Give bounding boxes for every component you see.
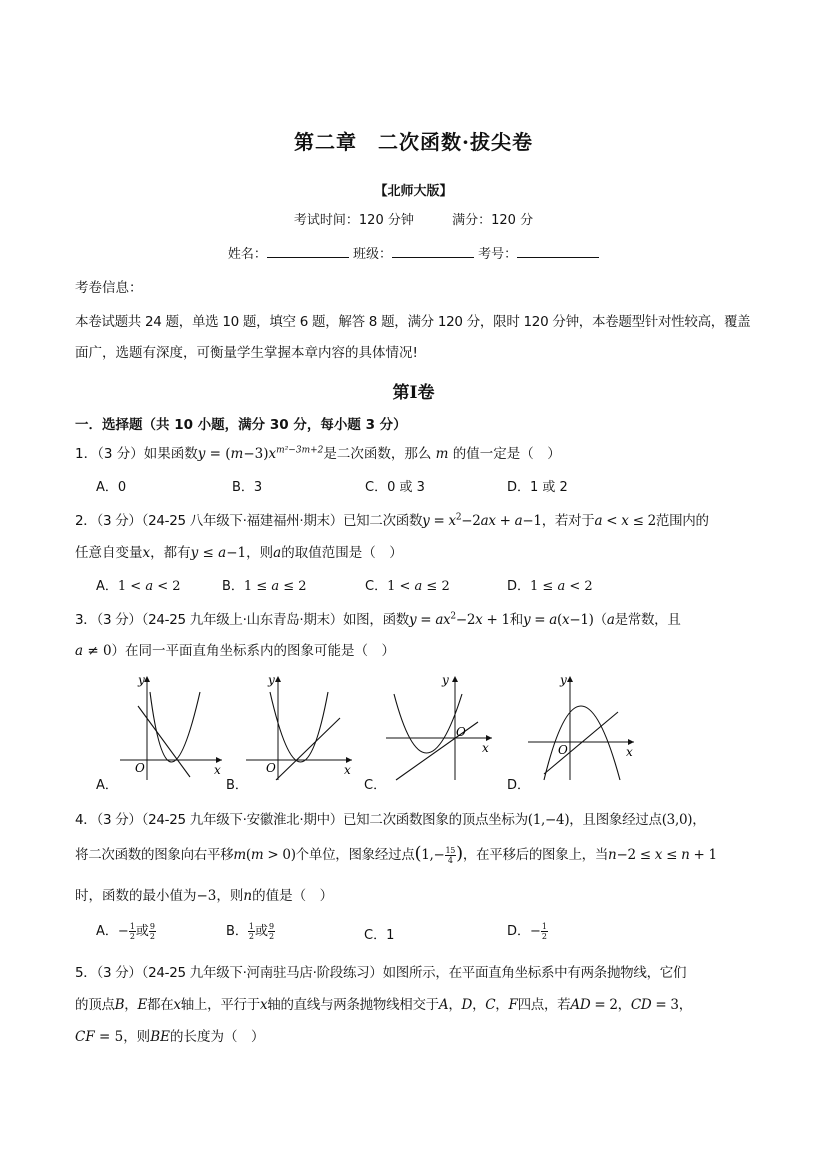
class-field[interactable] — [392, 245, 474, 258]
question-2: 2．（3 分）（24-25 八年级下·福建福州·期末）已知二次函数$y = x^2-2ax + a-1$，若对于a < x ≤ 2范围内的 — [75, 512, 709, 529]
question-3-line-2: a ≠ 0）在同一平面直角坐标系内的图象可能是（ ） — [75, 643, 396, 659]
q3-option-c[interactable]: C． — [364, 778, 387, 793]
q3-option-b[interactable]: B． — [226, 778, 248, 793]
q1-option-c[interactable]: C．0 或 3 — [365, 480, 425, 495]
q3-option-a[interactable]: A． — [96, 778, 118, 793]
graph-c-y-label: y — [442, 673, 449, 687]
graph-a-parabola — [150, 692, 200, 762]
id-field[interactable] — [517, 245, 599, 258]
q2-option-a[interactable]: A．1 < a < 2 — [96, 579, 181, 594]
question-4-line-3: 时，函数的最小值为−3，则n的值是（ ） — [75, 888, 334, 904]
question-5-line-3: CF = 5，则BE的长度为（ ） — [75, 1029, 265, 1045]
graph-d-y-label: y — [560, 673, 567, 687]
question-1: 1．（3 分）如果函数$y = (m-3)x^{m^2-3m+2}$是二次函数，那么 m 的值一定是（ ） — [75, 445, 561, 462]
graph-a-y-arrow — [144, 676, 150, 682]
q4-option-b[interactable]: B． $\frac{1}{2}$ 或 $\frac{9}{2}$ — [226, 922, 275, 941]
q2-option-c[interactable]: C．1 < a ≤ 2 — [365, 579, 450, 594]
question-5: 5．（3 分）（24-25 九年级下·河南驻马店·阶段练习）如图所示，在平面直角坐标系中有两条抛物线，它们 — [75, 965, 687, 981]
info-line-2: 面广，选题有深度，可衡量学生掌握本章内容的具体情况! — [75, 345, 418, 361]
q4-option-c[interactable]: C．1 — [364, 928, 395, 943]
graph-a-line — [138, 706, 190, 777]
graph-d-y-arrow — [567, 676, 573, 682]
question-5-line-2: 的顶点B，E都在x轴上，平行于x轴的直线与两条抛物线相交于A，D，C，F四点，若AD = 2，CD = 3， — [75, 997, 692, 1013]
question-4-line-2: 将二次函数的图象向右平移m(m > 0)个单位，图象经过点(1,− $\frac{15}{4}$ )，在平移后的图象上，当n−2 ≤ x ≤ n + 1 — [75, 843, 717, 865]
name-label: 姓名： — [227, 247, 267, 262]
graph-c-origin: O — [456, 725, 466, 739]
graph-d-origin: O — [558, 743, 568, 757]
q2-option-b[interactable]: B．1 ≤ a ≤ 2 — [222, 579, 307, 594]
graph-b — [240, 672, 360, 784]
class-label: 班级： — [352, 247, 392, 262]
id-label: 考号： — [478, 247, 518, 262]
q1-option-d[interactable]: D．1 或 2 — [507, 480, 568, 495]
graph-d-x-label: x — [626, 745, 633, 759]
exam-time: 考试时间：120 分钟 — [293, 213, 414, 228]
q3-option-d[interactable]: D． — [507, 778, 531, 793]
page-title: 第二章 二次函数·拔尖卷 — [294, 130, 533, 154]
graph-b-y-arrow — [275, 676, 281, 682]
graph-a — [110, 672, 230, 784]
volume-heading: 第Ⅰ卷 — [392, 383, 435, 403]
edition-label: 【北师大版】 — [374, 184, 453, 199]
graph-a-origin: O — [135, 761, 145, 775]
q4-option-d[interactable]: D．− $\frac{1}{2}$ — [507, 922, 548, 941]
graph-b-origin: O — [266, 761, 276, 775]
question-3: 3．（3 分）（24-25 九年级上·山东青岛·期末）如图，函数$y = ax^2-2x + 1$和y = a(x−1)（a是常数，且 — [75, 611, 681, 628]
name-field[interactable] — [267, 245, 349, 258]
graph-b-y-label: y — [268, 673, 275, 687]
graph-b-line — [276, 718, 340, 780]
graph-c-parabola — [394, 694, 462, 753]
q2-option-d[interactable]: D．1 ≤ a < 2 — [507, 579, 593, 594]
section-heading: 一．选择题（共 10 小题，满分 30 分，每小题 3 分） — [75, 417, 407, 433]
graph-b-parabola — [270, 692, 328, 762]
question-2-line-2: 任意自变量x，都有y ≤ a−1，则a的取值范围是（ ） — [75, 545, 403, 561]
q1-option-b[interactable]: B．3 — [232, 480, 263, 495]
exam-meta — [0, 209, 827, 228]
question-4: 4．（3 分）（24-25 九年级下·安徽淮北·期中）已知二次函数图象的顶点坐标为(1,−4)，且图象经过点(3,0)， — [75, 812, 706, 828]
exam-score: 满分：120 分 — [452, 213, 534, 228]
student-fields — [0, 243, 827, 262]
info-line-1: 本卷试题共 24 题，单选 10 题，填空 6 题，解答 8 题，满分 120 分，限时 120 分钟，本卷题型针对性较高，覆盖 — [75, 314, 751, 330]
graph-d — [522, 672, 642, 784]
graph-c-x-label: x — [482, 741, 489, 755]
graph-b-x-label: x — [344, 763, 351, 777]
graph-c — [380, 672, 500, 784]
q1-option-a[interactable]: A．0 — [96, 480, 127, 495]
graph-d-parabola — [544, 706, 620, 780]
graph-a-x-label: x — [214, 763, 221, 777]
graph-a-y-label: y — [138, 673, 145, 687]
graph-c-y-arrow — [452, 676, 458, 682]
q4-option-a[interactable]: A．− $\frac{1}{2}$ 或 $\frac{9}{2}$ — [96, 922, 156, 941]
info-label: 考卷信息： — [75, 280, 143, 296]
